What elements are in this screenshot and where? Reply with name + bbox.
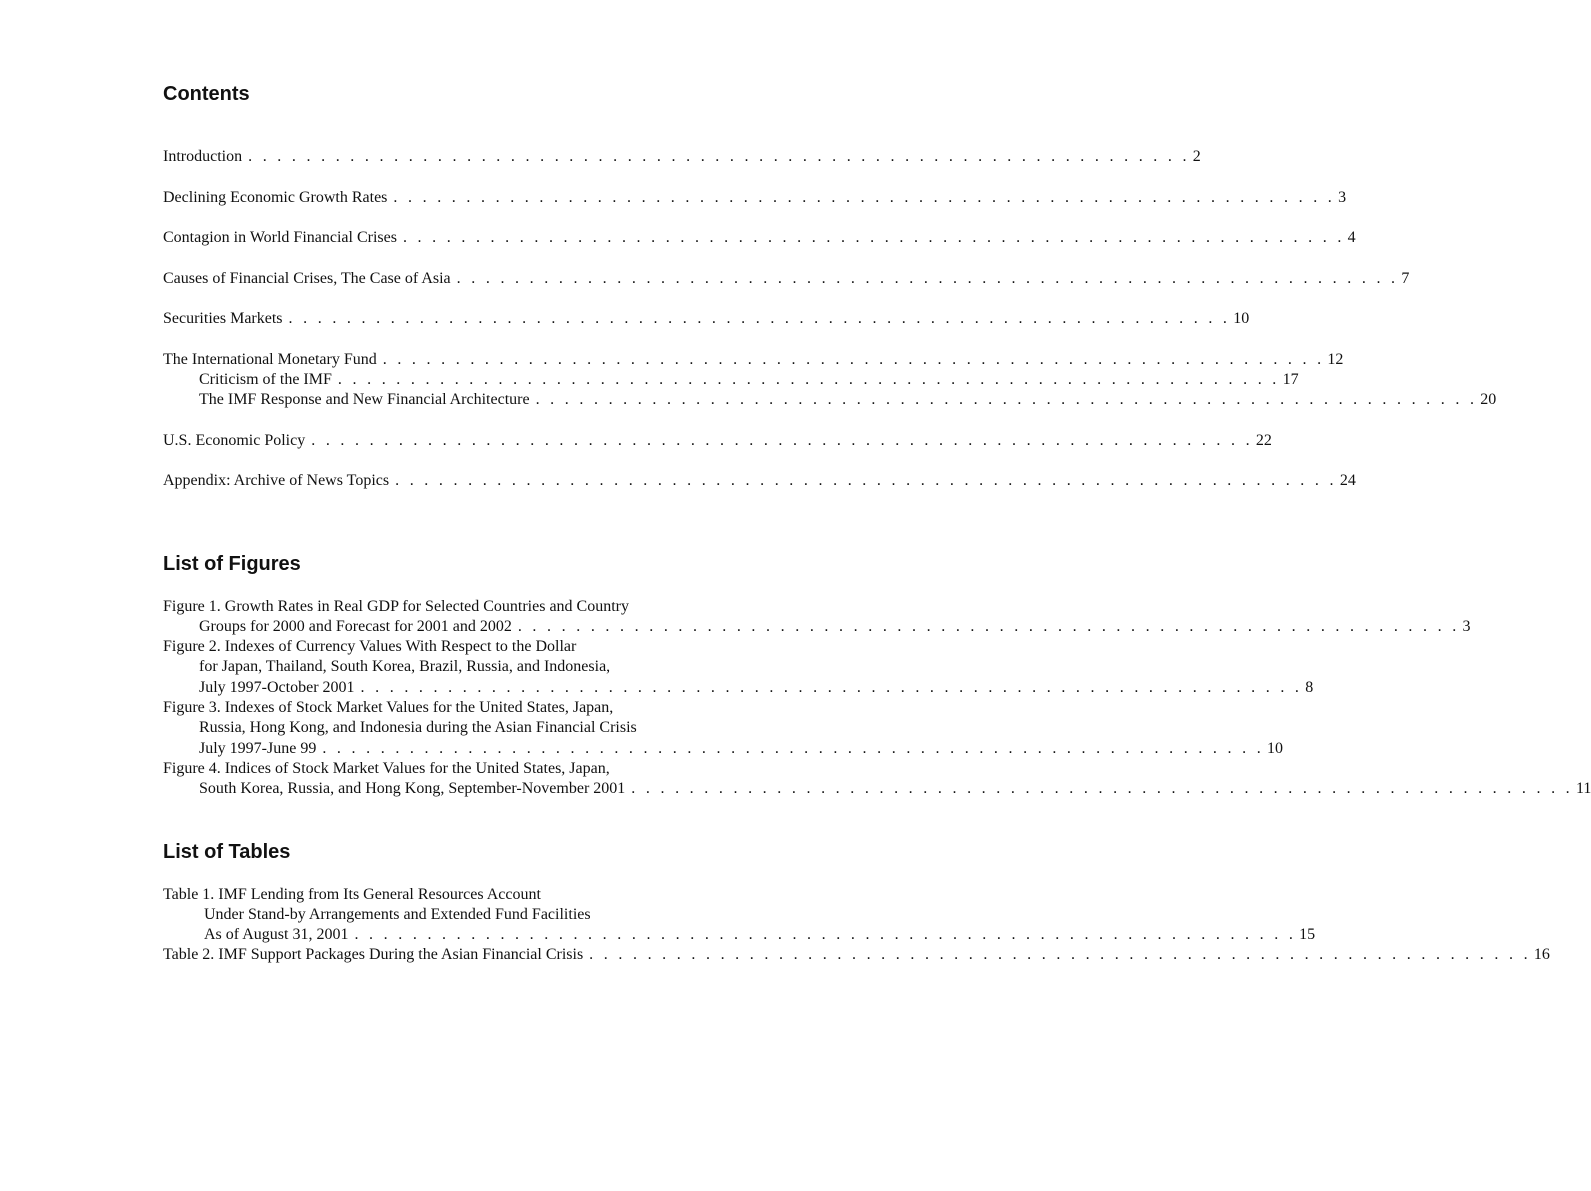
table-caption-line: Under Stand-by Arrangements and Extended Fund Facilities — [204, 906, 591, 923]
toc-entry-title: Causes of Financial Crises, The Case of Asia — [163, 270, 451, 287]
figure-caption-line: Figure 1. Growth Rates in Real GDP for Selected Countries and Country — [163, 598, 629, 615]
toc-entry-page: 22 — [1255, 432, 1272, 449]
dot-leader: . . . . . . . . . . . . . . . . . . . . . . . . . . . . . . . . . . . . . . . . . . . . . . . . . . . . . . . . . . . . . . . . . — [393, 189, 1336, 206]
toc-entry-page: 12 — [1327, 351, 1344, 368]
dot-leader: . . . . . . . . . . . . . . . . . . . . . . . . . . . . . . . . . . . . . . . . . . . . . . . . . . . . . . . . . . . . . . . . . — [395, 472, 1337, 489]
toc-entry-page: 3 — [1338, 189, 1347, 206]
dot-leader: . . . . . . . . . . . . . . . . . . . . . . . . . . . . . . . . . . . . . . . . . . . . . . . . . . . . . . . . . . . . . . . . . — [248, 148, 1190, 165]
dot-leader: . . . . . . . . . . . . . . . . . . . . . . . . . . . . . . . . . . . . . . . . . . . . . . . . . . . . . . . . . . . . . . . . . — [311, 432, 1253, 449]
list-of-figures-heading: List of Figures — [163, 553, 301, 575]
toc-entry-page: 2 — [1192, 148, 1201, 165]
toc-entry-title: U.S. Economic Policy — [163, 432, 306, 449]
figure-page: 10 — [1267, 740, 1284, 757]
figure-caption-line: July 1997-October 2001 — [199, 679, 355, 696]
table-caption-line: Table 2. IMF Support Packages During the Asian Financial Crisis — [163, 946, 584, 963]
toc-entry-page: 17 — [1282, 371, 1299, 388]
toc-entry[interactable] — [163, 431, 1272, 451]
dot-leader: . . . . . . . . . . . . . . . . . . . . . . . . . . . . . . . . . . . . . . . . . . . . . . . . . . . . . . . . . . . . . . . . . — [456, 270, 1399, 287]
figure-caption-line: Figure 4. Indices of Stock Market Values for the United States, Japan, — [163, 760, 610, 777]
toc-entry-title: Declining Economic Growth Rates — [163, 189, 388, 206]
toc-subentry[interactable] — [199, 390, 1497, 410]
toc-entry-page: 10 — [1233, 310, 1250, 327]
toc-entry-title: The IMF Response and New Financial Architecture — [199, 391, 530, 408]
toc-entry-title: The International Monetary Fund — [163, 351, 377, 368]
toc-entry[interactable] — [163, 350, 1344, 370]
figure-page: 8 — [1305, 679, 1314, 696]
table-entry[interactable] — [163, 945, 1550, 965]
toc-entry-title: Introduction — [163, 148, 243, 165]
figure-page: 3 — [1462, 618, 1471, 635]
figure-caption-line: Figure 2. Indexes of Currency Values With Respect to the Dollar — [163, 638, 577, 655]
toc-entry-page: 7 — [1401, 270, 1410, 287]
figure-caption-line: Figure 3. Indexes of Stock Market Values for the United States, Japan, — [163, 699, 614, 716]
contents-heading: Contents — [163, 83, 250, 105]
toc-entry-title: Criticism of the IMF — [199, 371, 332, 388]
figure-caption-line: Russia, Hong Kong, and Indonesia during the Asian Financial Crisis — [199, 719, 637, 736]
figure-caption-line: South Korea, Russia, and Hong Kong, September-November 2001 — [199, 780, 626, 797]
figure-caption-line: Groups for 2000 and Forecast for 2001 and 2002 — [199, 618, 512, 635]
toc-entry-title: Contagion in World Financial Crises — [163, 229, 397, 246]
table-caption-line: As of August 31, 2001 — [204, 926, 349, 943]
dot-leader: . . . . . . . . . . . . . . . . . . . . . . . . . . . . . . . . . . . . . . . . . . . . . . . . . . . . . . . . . . . . . . . . . — [360, 679, 1303, 696]
toc-entry[interactable] — [163, 471, 1356, 491]
dot-leader: . . . . . . . . . . . . . . . . . . . . . . . . . . . . . . . . . . . . . . . . . . . . . . . . . . . . . . . . . . . . . . . . . — [337, 371, 1280, 388]
toc-entry-title: Securities Markets — [163, 310, 283, 327]
table-page: 16 — [1533, 946, 1550, 963]
dot-leader: . . . . . . . . . . . . . . . . . . . . . . . . . . . . . . . . . . . . . . . . . . . . . . . . . . . . . . . . . . . . . . . . . — [589, 946, 1531, 963]
figure-caption-line: July 1997-June 99 — [199, 740, 317, 757]
toc-entry-page: 24 — [1339, 472, 1356, 489]
table-page: 15 — [1299, 926, 1316, 943]
figure-entry[interactable] — [199, 678, 1314, 698]
dot-leader: . . . . . . . . . . . . . . . . . . . . . . . . . . . . . . . . . . . . . . . . . . . . . . . . . . . . . . . . . . . . . . . . . — [517, 618, 1460, 635]
figure-entry[interactable] — [199, 779, 1591, 799]
dot-leader: . . . . . . . . . . . . . . . . . . . . . . . . . . . . . . . . . . . . . . . . . . . . . . . . . . . . . . . . . . . . . . . . . — [322, 740, 1265, 757]
figure-entry[interactable] — [199, 739, 1284, 759]
figure-caption-line: for Japan, Thailand, South Korea, Brazil, Russia, and Indonesia, — [199, 658, 611, 675]
dot-leader: . . . . . . . . . . . . . . . . . . . . . . . . . . . . . . . . . . . . . . . . . . . . . . . . . . . . . . . . . . . . . . . . . — [535, 391, 1478, 408]
dot-leader: . . . . . . . . . . . . . . . . . . . . . . . . . . . . . . . . . . . . . . . . . . . . . . . . . . . . . . . . . . . . . . . . . — [382, 351, 1325, 368]
toc-entry[interactable] — [163, 147, 1201, 167]
toc-entry[interactable] — [163, 188, 1347, 208]
list-of-tables-heading: List of Tables — [163, 841, 291, 863]
toc-subentry[interactable] — [199, 370, 1299, 390]
figure-page: 11 — [1575, 780, 1591, 797]
table-entry[interactable] — [204, 925, 1316, 945]
toc-entry[interactable] — [163, 309, 1250, 329]
toc-entry-page: 4 — [1347, 229, 1356, 246]
table-caption-line: Table 1. IMF Lending from Its General Resources Account — [163, 886, 541, 903]
dot-leader: . . . . . . . . . . . . . . . . . . . . . . . . . . . . . . . . . . . . . . . . . . . . . . . . . . . . . . . . . . . . . . . . . — [631, 780, 1573, 797]
toc-entry-title: Appendix: Archive of News Topics — [163, 472, 390, 489]
toc-entry[interactable] — [163, 269, 1410, 289]
toc-entry-page: 20 — [1480, 391, 1497, 408]
dot-leader: . . . . . . . . . . . . . . . . . . . . . . . . . . . . . . . . . . . . . . . . . . . . . . . . . . . . . . . . . . . . . . . . . — [288, 310, 1231, 327]
toc-entry[interactable] — [163, 228, 1356, 248]
figure-entry[interactable] — [199, 617, 1471, 637]
dot-leader: . . . . . . . . . . . . . . . . . . . . . . . . . . . . . . . . . . . . . . . . . . . . . . . . . . . . . . . . . . . . . . . . . — [354, 926, 1297, 943]
dot-leader: . . . . . . . . . . . . . . . . . . . . . . . . . . . . . . . . . . . . . . . . . . . . . . . . . . . . . . . . . . . . . . . . . — [402, 229, 1345, 246]
